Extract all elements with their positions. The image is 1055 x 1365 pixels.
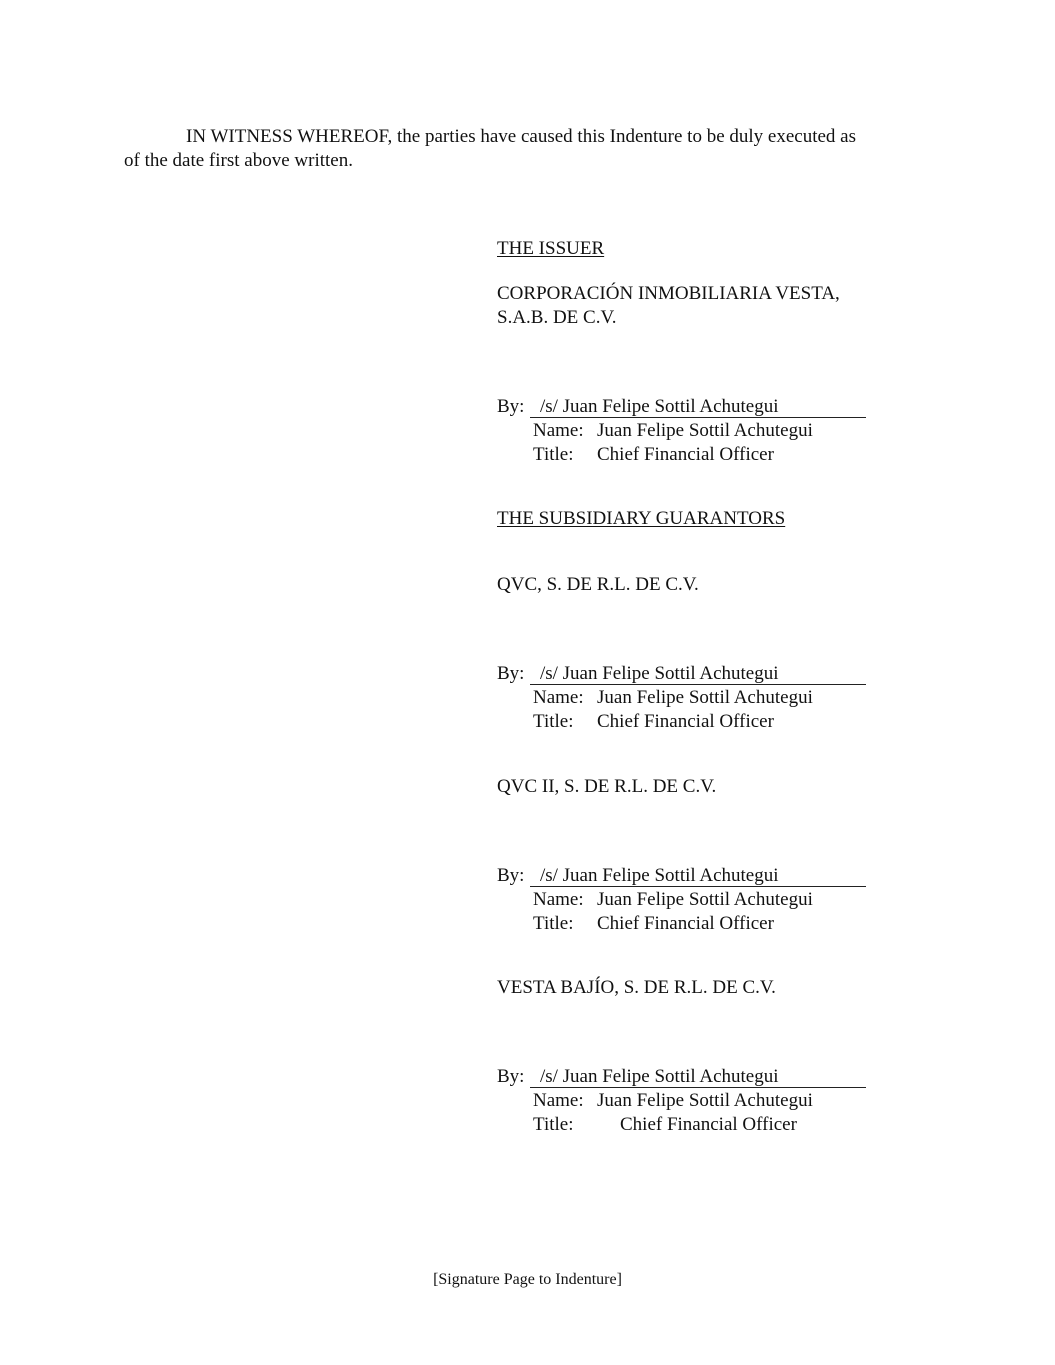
signatory-name [533, 1089, 813, 1113]
title-value: Chief Financial Officer [597, 711, 774, 732]
signed-name: /s/ Juan Felipe Sottil Achutegui [539, 865, 779, 886]
entity-name: QVC II, S. DE R.L. DE C.V. [497, 776, 717, 797]
intro-line-1: IN WITNESS WHEREOF, the parties have caused this Indenture to be duly executed as [186, 126, 856, 147]
name-value: Juan Felipe Sottil Achutegui [597, 420, 813, 441]
signatory-title [533, 443, 774, 467]
by-label: By: [497, 663, 525, 684]
signature-line [497, 395, 866, 419]
signatory-name [533, 419, 813, 443]
by-label: By: [497, 396, 525, 417]
signed-name: /s/ Juan Felipe Sottil Achutegui [539, 663, 779, 684]
signature-underline [530, 1067, 866, 1088]
by-label: By: [497, 865, 525, 886]
signature-line [497, 662, 866, 686]
title-value: Chief Financial Officer [597, 444, 774, 465]
name-value: Juan Felipe Sottil Achutegui [597, 1090, 813, 1111]
signatory-title [533, 1113, 797, 1137]
signature-line [497, 864, 866, 888]
issuer-heading: THE ISSUER [497, 238, 605, 259]
signatory-name [533, 686, 813, 710]
signature-line [497, 1065, 866, 1089]
guarantors-heading: THE SUBSIDIARY GUARANTORS [497, 508, 786, 529]
name-label: Name: [533, 420, 584, 441]
name-value: Juan Felipe Sottil Achutegui [597, 687, 813, 708]
title-label: Title: [533, 711, 574, 732]
issuer-name-line-2: S.A.B. DE C.V. [497, 307, 617, 328]
title-value: Chief Financial Officer [620, 1114, 797, 1135]
signatory-title [533, 912, 774, 936]
signatory-title [533, 710, 774, 734]
issuer-name-line-1: CORPORACIÓN INMOBILIARIA VESTA, [497, 283, 840, 304]
title-label: Title: [533, 913, 574, 934]
intro-line-2: of the date first above written. [124, 150, 353, 171]
title-label: Title: [533, 444, 574, 465]
signature-underline [530, 866, 866, 887]
entity-name: VESTA BAJÍO, S. DE R.L. DE C.V. [497, 977, 776, 998]
signature-underline [530, 397, 866, 418]
by-label: By: [497, 1066, 525, 1087]
signed-name: /s/ Juan Felipe Sottil Achutegui [539, 1066, 779, 1087]
title-value: Chief Financial Officer [597, 913, 774, 934]
signed-name: /s/ Juan Felipe Sottil Achutegui [539, 396, 779, 417]
name-label: Name: [533, 687, 584, 708]
signature-underline [530, 664, 866, 685]
title-label: Title: [533, 1114, 574, 1135]
signatory-name [533, 888, 813, 912]
entity-name: QVC, S. DE R.L. DE C.V. [497, 574, 699, 595]
name-label: Name: [533, 889, 584, 910]
name-label: Name: [533, 1090, 584, 1111]
name-value: Juan Felipe Sottil Achutegui [597, 889, 813, 910]
page-footer: [Signature Page to Indenture] [433, 1271, 622, 1288]
